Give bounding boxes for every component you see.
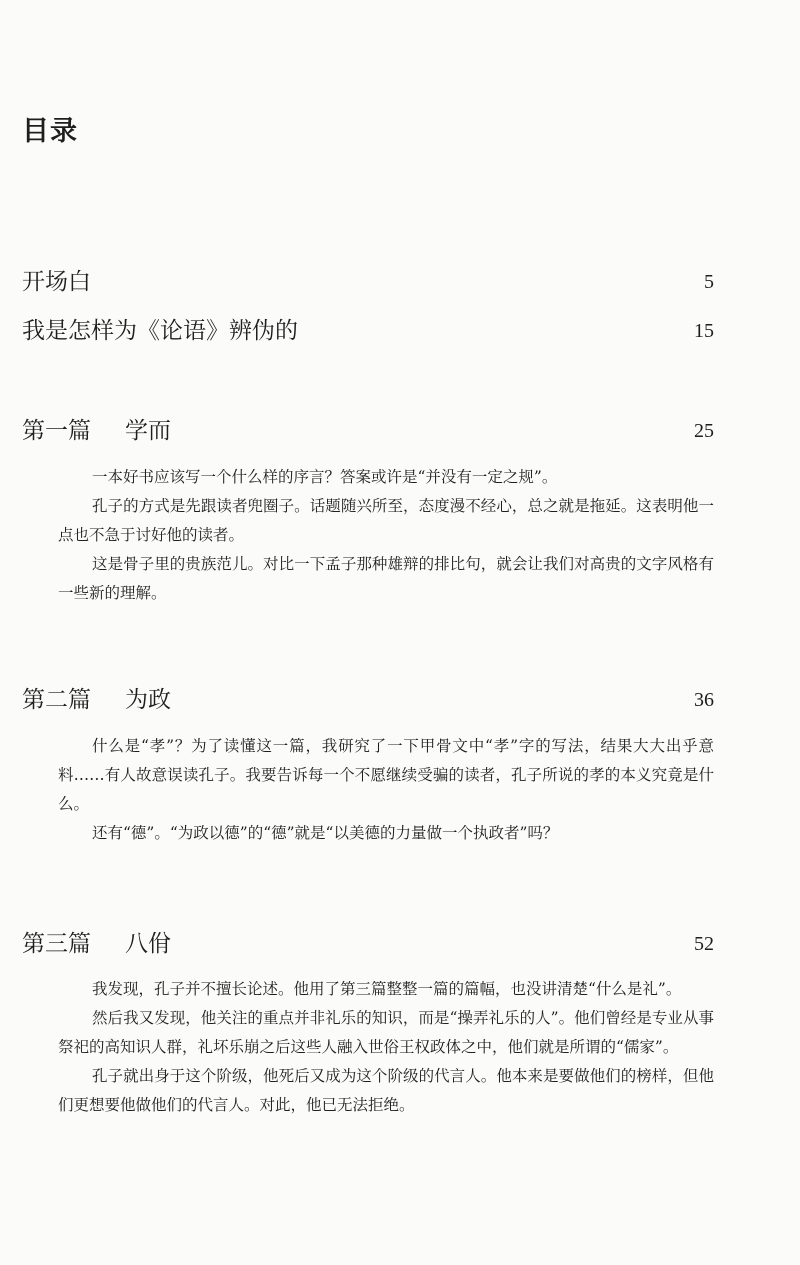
chapter-page: 36: [694, 689, 714, 711]
summary-paragraph: 什么是“孝”？为了读懂这一篇，我研究了一下甲骨文中“孝”字的写法，结果大大出乎意料……有人故意误读孔子。我要告诉每一个不愿继续受骗的读者，孔子所说的孝的本义究竟是什么。: [58, 737, 714, 813]
summary-paragraph: 这是骨子里的贵族范儿。对比一下孟子那种雄辩的排比句，就会让我们对高贵的文字风格有一些新的理解。: [58, 555, 714, 602]
chapter-3-summary: [58, 975, 714, 1120]
chapter-number: 第一篇: [22, 418, 91, 444]
toc-chapter-3[interactable]: [22, 924, 714, 964]
toc-entry-authentication[interactable]: [22, 311, 714, 351]
toc-entry-title: 开场白: [22, 269, 91, 295]
summary-paragraph: 孔子的方式是先跟读者兜圈子。话题随兴所至，态度漫不经心，总之就是拖延。这表明他一点也不急于讨好他的读者。: [58, 497, 714, 544]
chapter-heading: [22, 680, 171, 720]
chapter-title: 为政: [125, 687, 171, 713]
chapter-1-summary: [58, 463, 714, 608]
toc-chapter-1[interactable]: [22, 411, 714, 451]
summary-paragraph: 一本好书应该写一个什么样的序言？答案或许是“并没有一定之规”。: [92, 468, 558, 486]
chapter-title: 八佾: [125, 931, 171, 957]
toc-entry-title: 我是怎样为《论语》辨伪的: [22, 318, 298, 344]
summary-paragraph: 孔子就出身于这个阶级，他死后又成为这个阶级的代言人。他本来是要做他们的榜样，但他们更想要他做他们的代言人。对此，他已无法拒绝。: [58, 1067, 714, 1114]
summary-paragraph: 然后我又发现，他关注的重点并非礼乐的知识，而是“操弄礼乐的人”。他们曾经是专业从事祭祀的高知识人群，礼坏乐崩之后这些人融入世俗王权政体之中，他们就是所谓的“儒家”。: [58, 1009, 714, 1056]
summary-paragraph: 还有“德”。“为政以德”的“德”就是“以美德的力量做一个执政者”吗？: [92, 824, 559, 842]
chapter-heading: [22, 411, 171, 451]
toc-chapter-2[interactable]: [22, 680, 714, 720]
toc-entry-page: 5: [704, 271, 714, 293]
chapter-heading: [22, 924, 171, 964]
toc-entry-opening[interactable]: [22, 262, 714, 302]
chapter-number: 第二篇: [22, 687, 91, 713]
chapter-page: 52: [694, 933, 714, 955]
chapter-title: 学而: [125, 418, 171, 444]
chapter-page: 25: [694, 420, 714, 442]
toc-entry-page: 15: [694, 320, 714, 342]
chapter-2-summary: [58, 732, 714, 848]
page-title: 目录: [22, 116, 78, 147]
chapter-number: 第三篇: [22, 931, 91, 957]
summary-paragraph: 我发现，孔子并不擅长论述。他用了第三篇整整一篇的篇幅，也没讲清楚“什么是礼”。: [92, 980, 682, 998]
